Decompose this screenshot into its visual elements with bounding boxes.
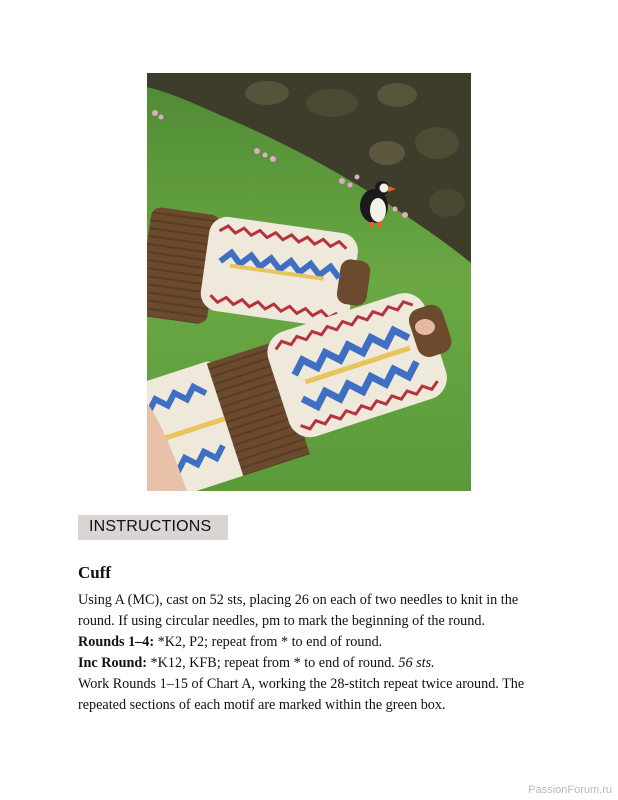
rounds-label: Rounds 1–4: (78, 634, 155, 650)
inc-round-paragraph (78, 653, 548, 674)
cuff-section (78, 562, 548, 716)
fingertip (415, 319, 435, 335)
chart-paragraph: Work Rounds 1–15 of Chart A, working the 28-stitch repeat twice around. The repeated sections of each motif are marked within the green box. (78, 676, 525, 713)
rounds-paragraph (78, 632, 548, 653)
cast-on-paragraph: Using A (MC), cast on 52 sts, placing 26 on each of two needles to knit in the round. If using circular needles, pm to mark the beginning of the round. (78, 592, 519, 629)
watermark: PassionForum.ru (528, 784, 612, 796)
photo-illustration (147, 73, 471, 491)
project-photo (147, 73, 471, 491)
rounds-text: *K2, P2; repeat from * to end of round. (154, 634, 383, 650)
inc-round-text: *K12, KFB; repeat from * to end of round. (147, 655, 399, 671)
stitch-count: 56 sts. (398, 655, 435, 671)
inc-round-label: Inc Round: (78, 655, 147, 671)
cuff-heading: Cuff (78, 563, 112, 582)
section-header-label: INSTRUCTIONS (89, 518, 212, 535)
section-header (78, 515, 228, 540)
